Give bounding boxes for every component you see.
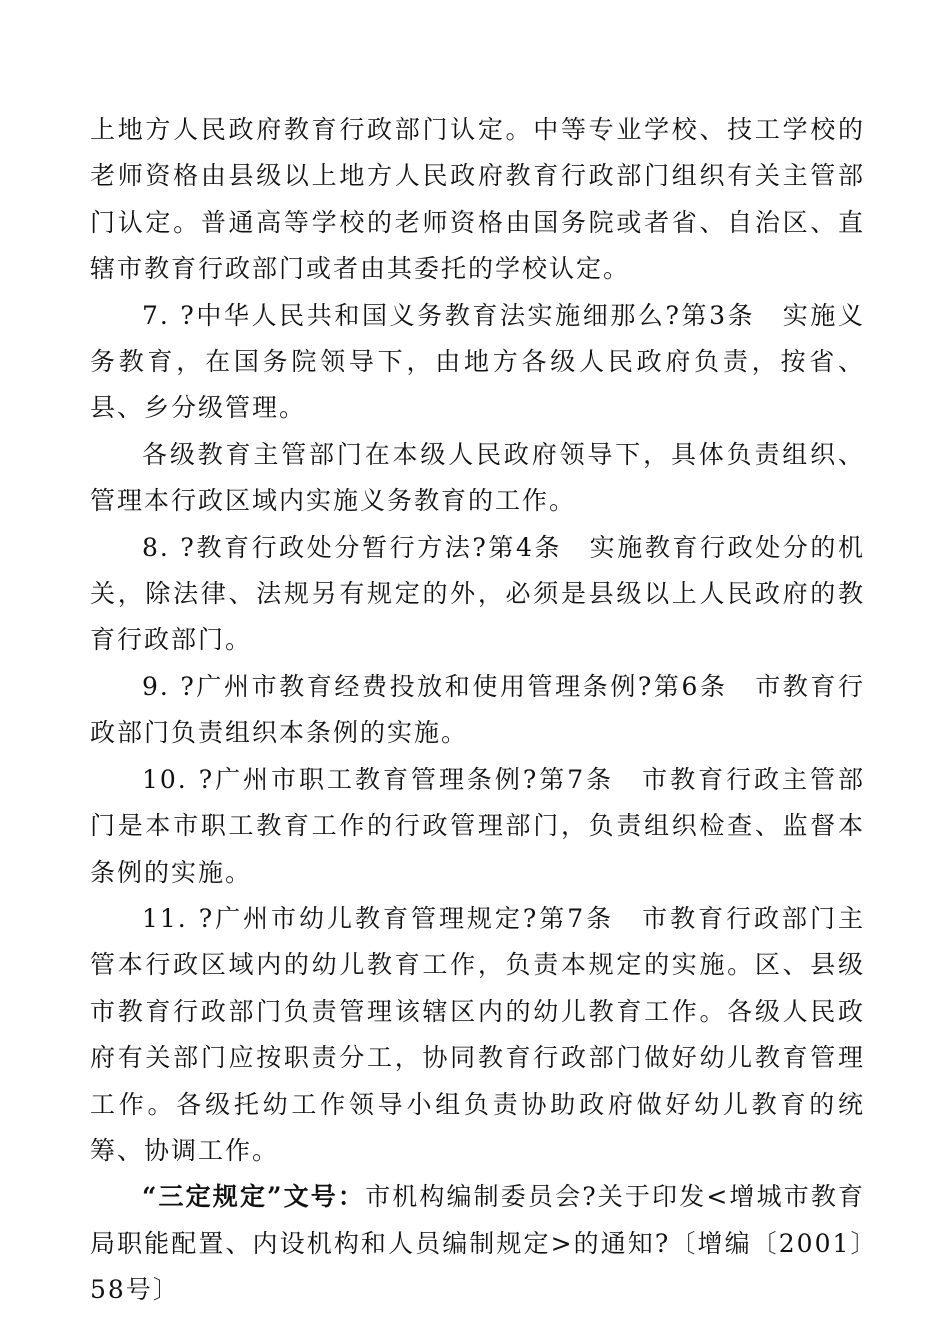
- paragraph-item-11: 11. ?广州市幼儿教育管理规定?第7条 市教育行政部门主管本行政区域内的幼儿教育工作，负责本规定的实施。区、县级市教育行政部门负责管理该辖区内的幼儿教育工作。各级人民政府有关部门应按职责分工，协同教育行政部门做好幼儿教育管理工作。各级托幼工作领导小组负责协助政府做好幼儿教育的统筹、协调工作。: [90, 903, 865, 1165]
- paragraph-item-8: 8. ?教育行政处分暂行方法?第4条 实施教育行政处分的机关，除法律、法规另有规定的外，必须是县级以上人民政府的教育行政部门。: [90, 532, 865, 655]
- paragraph-item-10: 10. ?广州市职工教育管理条例?第7条 市教育行政主管部门是本市职工教育工作的行政管理部门，负责组织检查、监督本条例的实施。: [90, 764, 865, 887]
- document-number-label: “三定规定”文号：: [142, 1182, 366, 1212]
- paragraph-item-7: 7. ?中华人民共和国义务教育法实施细那么?第3条 实施义务教育，在国务院领导下，由地方各级人民政府负责，按省、县、乡分级管理。: [90, 300, 865, 423]
- document-number-text: 市机构编制委员会?关于印发<增城市教育局职能配置、内设机构和人员编制规定>的通知?〔增编〔2001〕58号〕: [90, 1182, 865, 1305]
- paragraph-item-9: 9. ?广州市教育经费投放和使用管理条例?第6条 市教育行政部门负责组织本条例的实施。: [90, 671, 865, 748]
- paragraph-education-departments: 各级教育主管部门在本级人民政府领导下，具体负责组织、管理本行政区域内实施义务教育的工作。: [90, 439, 865, 516]
- paragraph-document-number: [90, 1174, 865, 1313]
- document-body: [90, 107, 865, 1314]
- paragraph-continuation: 上地方人民政府教育行政部门认定。中等专业学校、技工学校的老师资格由县级以上地方人民政府教育行政部门组织有关主管部门认定。普通高等学校的老师资格由国务院或者省、自治区、直辖市教育行政部门或者由其委托的学校认定。: [90, 115, 865, 284]
